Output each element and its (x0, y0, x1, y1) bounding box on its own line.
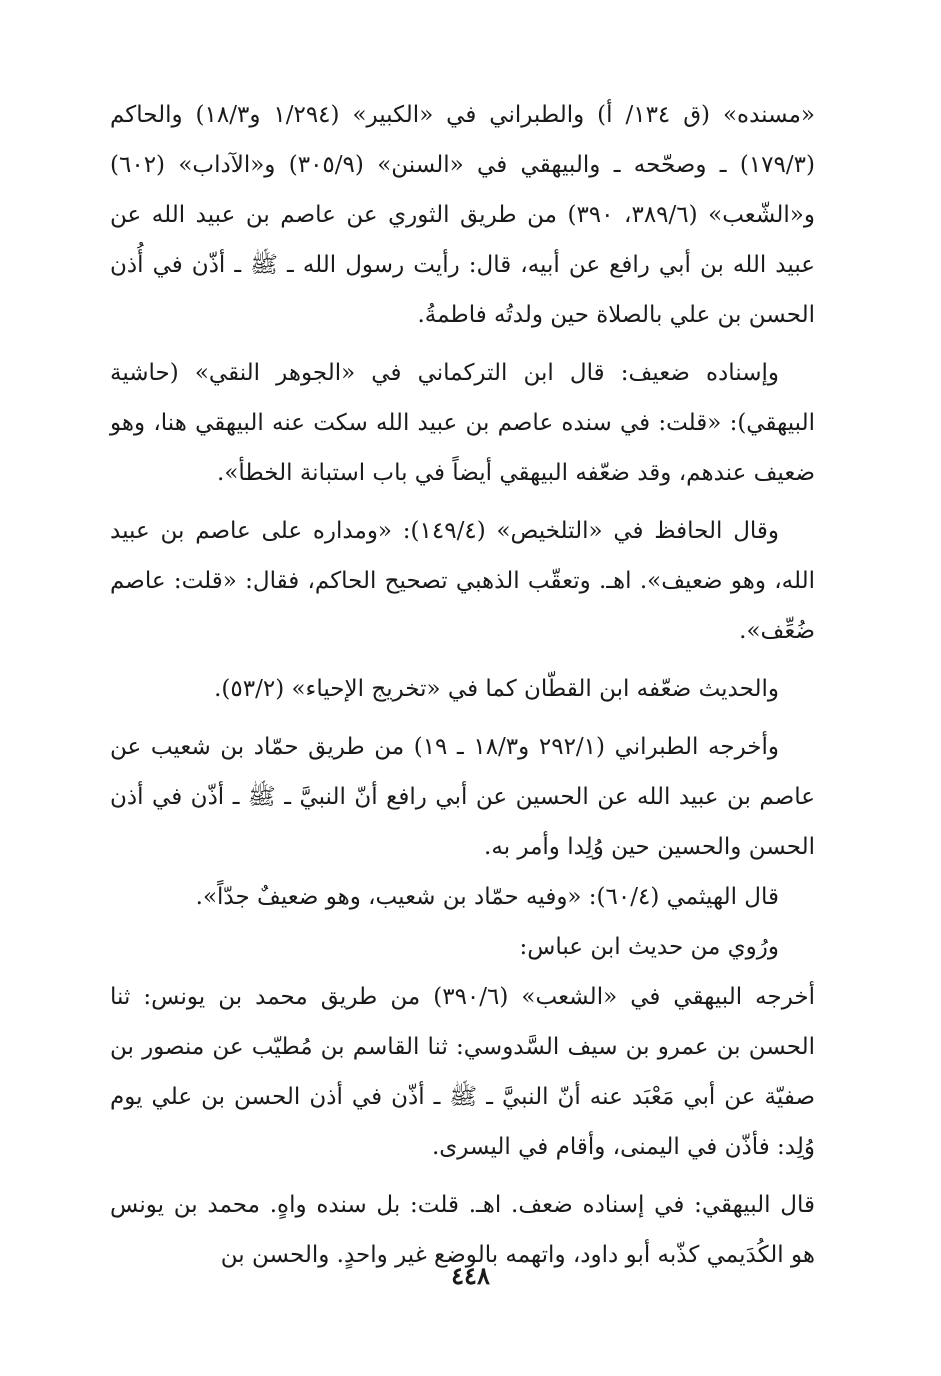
paragraph-4: والحديث ضعّفه ابن القطّان كما في «تخريج الإحياء» (٥٣/٢). (214, 676, 779, 702)
paragraph-7: ورُوي من حديث ابن عباس: (519, 934, 779, 960)
paragraph-5: وأخرجه الطبراني (٢٩٢/١ و١٨/٣ ـ ١٩) من طريق حمّاد بن شعيب عن عاصم بن عبيد الله عن الحسين عن أبي رافع أنّ النبيَّ ـ ﷺ ـ أذّن في أذن الحسن والحسين حين وُلِدا وأمر به. (110, 734, 815, 860)
paragraph-9: قال البيهقي: في إسناده ضعف. اهـ. قلت: بل سنده واهٍ. محمد بن يونس هو الكُدَيمي كذّبه أبو داود، واتهمه بالوضع غير واحدٍ. والحسن بن (110, 1192, 815, 1268)
paragraph-6: قال الهيثمي (٦٠/٤): «وفيه حمّاد بن شعيب، وهو ضعيفٌ جدّاً». (195, 884, 779, 910)
page-body (110, 90, 815, 1280)
paragraph-8: أخرجه البيهقي في «الشعب» (٣٩٠/٦) من طريق محمد بن يونس: ثنا الحسن بن عمرو بن سيف السَّدوسي: ثنا القاسم بن مُطيّب عن منصور بن صفيّة عن أبي مَعْبَد عنه أنّ النبيَّ ـ ﷺ ـ أذّن في أذن الحسن بن علي يوم وُلِد: فأذّن في اليمنى، وأقام في اليسرى. (110, 984, 815, 1160)
page-number: ٤٤٨ (451, 1261, 490, 1290)
paragraph-2: وإسناده ضعيف: قال ابن التركماني في «الجوهر النقي» (حاشية البيهقي): «قلت: في سنده عاصم بن عبيد الله سكت عنه البيهقي هنا، وهو ضعيف عندهم، وقد ضعّفه البيهقي أيضاً في باب استبانة الخطأ». (110, 360, 815, 486)
paragraph-1: «مسنده» (ق ١٣٤/ أ) والطبراني في «الكبير» (١/٢٩٤ و١٨/٣) والحاكم (١٧٩/٣) ـ وصحّحه ـ والبيهقي في «السنن» (٣٠٥/٩) و«الآداب» (٦٠٢) و«الشّعب» (٣٨٩/٦، ٣٩٠) من طريق الثوري عن عاصم بن عبيد الله عن عبيد الله بن أبي رافع عن أبيه، قال: رأيت رسول الله ـ ﷺ ـ أذّن في أُذن الحسن بن علي بالصلاة حين ولدتُه فاطمةُ. (110, 102, 815, 328)
paragraph-3: وقال الحافظ في «التلخيص» (١٤٩/٤): «ومداره على عاصم بن عبيد الله، وهو ضعيف». اهـ. وتعقّب الذهبي تصحيح الحاكم، فقال: «قلت: عاصم ضُعِّف». (110, 518, 815, 644)
